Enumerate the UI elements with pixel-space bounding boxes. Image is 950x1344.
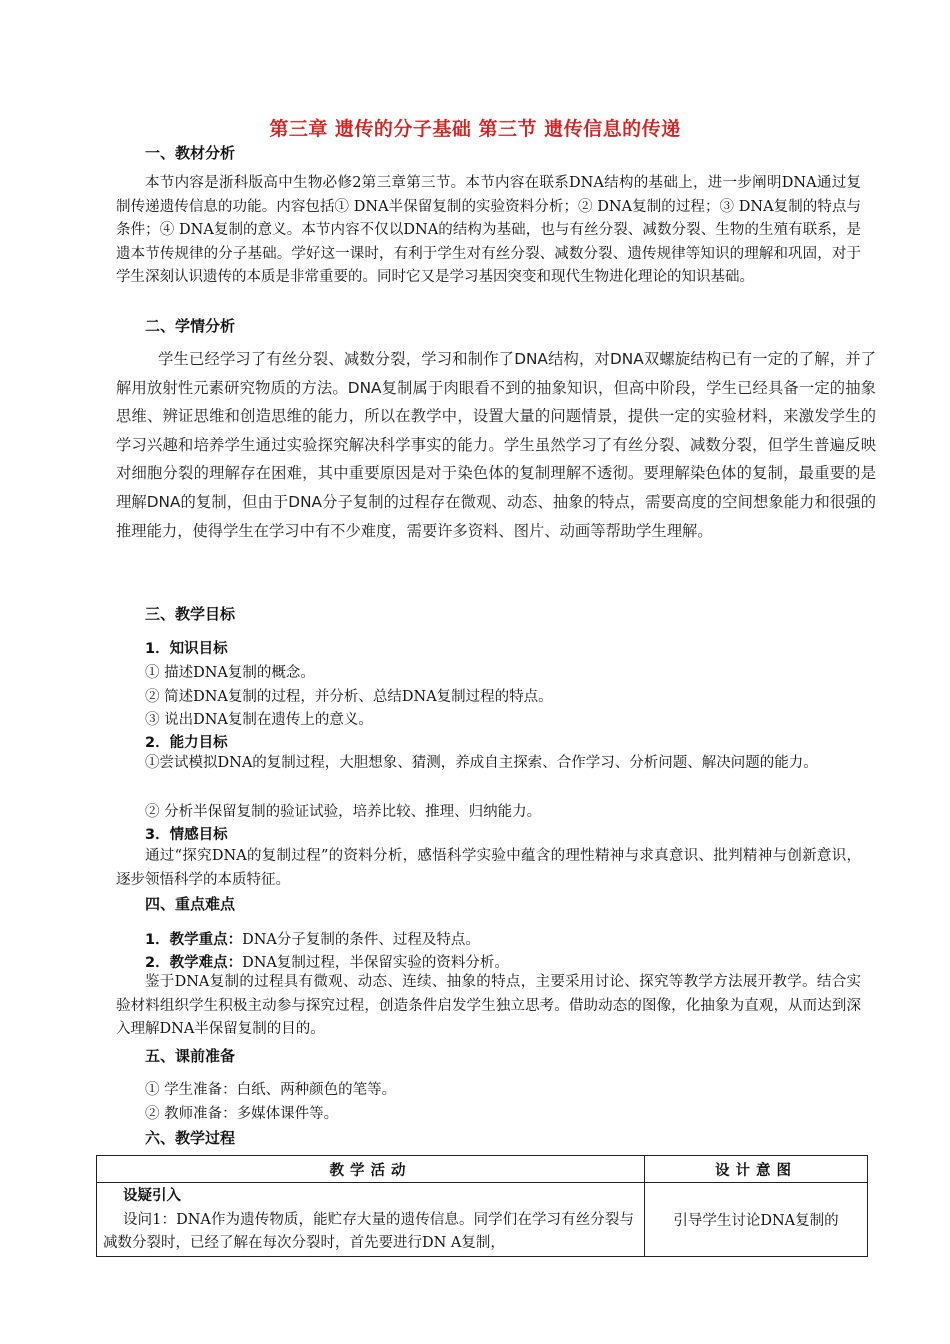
section-heading-teaching-process: 六、教学过程: [145, 1129, 236, 1147]
document-title: 第三章 遗传的分子基础 第三节 遗传信息的传递: [269, 118, 681, 140]
knowledge-goal-item: ③ 说出DNA复制在遗传上的意义。: [145, 712, 373, 728]
knowledge-goal-item: ① 描述DNA复制的概念。: [145, 665, 315, 681]
section-heading-key-difficulties: 四、重点难点: [145, 895, 236, 913]
textbook-analysis-paragraph: 本节内容是浙科版高中生物必修2第三章第三节。本节内容在联系DNA结构的基础上，进一步阐明DNA通过复制传递遗传信息的功能。内容包括① DNA半保留复制的实验资料分析；② DNA复制的过程；③ DNA复制的特点与条件；④ DNA复制的意义。本节内容不仅以DNA的结构为基础，也与有丝分裂、减数分裂、生物的生殖有联系，是遗本节传规律的分子基础。学好这一课时，有利于学生对有丝分裂、减数分裂、遗传规律等知识的理解和巩固，对于学生深刻认识遗传的本质是非常重要的。同时它又是学习基因突变和现代生物进化理论的知识基础。: [116, 175, 861, 285]
teaching-key-label: 1．教学重点：: [145, 932, 243, 948]
student-analysis-paragraph: 学生已经学习了有丝分裂、减数分裂，学习和制作了DNA结构，对DNA双螺旋结构已有一定的了解，并了解用放射性元素研究物质的方法。DNA复制属于肉眼看不到的抽象知识，但高中阶段，学生已经具备一定的抽象思维、辨证思维和创造思维的能力，所以在教学中，设置大量的问题情景，提供一定的实验材料，来激发学生的学习兴趣和培养学生通过实验探究解决科学事实的能力。学生虽然学习了有丝分裂、减数分裂，但学生普遍反映对细胞分裂的理解存在困难，其中重要原因是对于染色体的复制理解不透彻。要理解染色体的复制，最重要的是理解DNA的复制，但由于DNA分子复制的过程存在微观、动态、抽象的特点，需要高度的空间想象能力和很强的推理能力，使得学生在学习中有不少难度，需要许多资料、图片、动画等帮助学生理解。: [116, 350, 876, 540]
section-heading-preparation: 五、课前准备: [145, 1047, 236, 1065]
emotion-goals-title: 3．情感目标: [145, 827, 228, 843]
teaching-difficulty-text: DNA复制过程，半保留实验的资料分析。: [242, 955, 509, 971]
ability-goals-title: 2．能力目标: [145, 735, 228, 751]
section-heading-student-analysis: 二、学情分析: [145, 317, 236, 335]
teaching-key-point: [145, 928, 480, 949]
table-cell-activity: [97, 1183, 645, 1257]
section-heading-teaching-goals: 三、教学目标: [145, 605, 236, 623]
table-header-intent: 设计意图: [645, 1156, 868, 1183]
table-header-activity: 教学活动: [97, 1156, 645, 1183]
table-cell-intent: 引导学生讨论DNA复制的: [645, 1183, 868, 1257]
teaching-key-text: DNA分子复制的条件、过程及特点。: [242, 932, 480, 948]
ability-goal-item: ② 分析半保留复制的验证试验，培养比较、推理、归纳能力。: [145, 804, 542, 820]
teaching-difficulty-label: 2．教学难点：: [145, 955, 243, 971]
emotion-goal-paragraph: 通过“探究DNA的复制过程”的资料分析，感悟科学实验中蕴含的理性精神与求真意识、批判精神与创新意识，逐步领悟科学的本质特征。: [116, 848, 861, 888]
preparation-item: ② 教师准备：多媒体课件等。: [145, 1106, 339, 1122]
teaching-difficult-point: [145, 951, 509, 972]
ability-goal-item: ①尝试模拟DNA的复制过程，大胆想象、猜测，养成自主探索、合作学习、分析问题、解决问题的能力。: [145, 755, 818, 771]
preparation-item: ① 学生准备：白纸、两种颜色的笔等。: [145, 1082, 397, 1098]
teaching-process-table: [96, 1155, 868, 1257]
teaching-method-paragraph: 鉴于DNA复制的过程具有微观、动态、连续、抽象的特点，主要采用讨论、探究等教学方法展开教学。结合实验材料组织学生积极主动参与探究过程，创造条件启发学生独立思考。借助动态的图像，化抽象为直观，从而达到深入理解DNA半保留复制的目的。: [116, 974, 861, 1037]
section-heading-textbook-analysis: 一、教材分析: [145, 144, 236, 162]
activity-title: 设疑引入: [123, 1188, 181, 1204]
knowledge-goal-item: ② 简述DNA复制的过程，并分析、总结DNA复制过程的特点。: [145, 689, 553, 705]
knowledge-goals-title: 1．知识目标: [145, 641, 228, 657]
activity-text: 设问1：DNA作为遗传物质，能贮存大量的遗传信息。同学们在学习有丝分裂与减数分裂时，已经了解在每次分裂时，首先要进行DN A复制，: [103, 1211, 634, 1251]
table-row: [97, 1183, 868, 1257]
table-header-row: [97, 1156, 868, 1183]
